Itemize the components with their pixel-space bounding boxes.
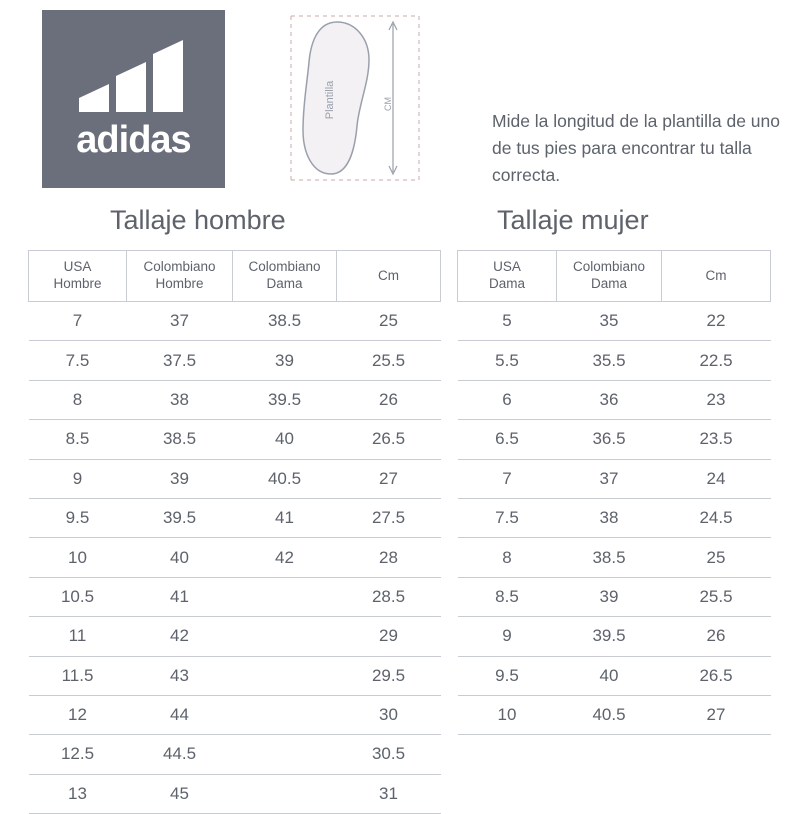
table-cell: 29.5 bbox=[337, 656, 441, 695]
table-cell: 9.5 bbox=[458, 656, 557, 695]
table-row bbox=[29, 774, 441, 813]
table-row bbox=[29, 380, 441, 419]
column-header: Cm bbox=[337, 251, 441, 302]
table-cell: 25 bbox=[662, 538, 771, 577]
table-cell: 26.5 bbox=[337, 420, 441, 459]
column-header: Colombiano Dama bbox=[233, 251, 337, 302]
table-cell: 11.5 bbox=[29, 656, 127, 695]
table-cell: 40 bbox=[557, 656, 662, 695]
table-cell: 10.5 bbox=[29, 577, 127, 616]
table-cell: 7.5 bbox=[29, 341, 127, 380]
table-cell: 42 bbox=[233, 538, 337, 577]
table-cell: 10 bbox=[29, 538, 127, 577]
table-row bbox=[29, 459, 441, 498]
table-cell: 5.5 bbox=[458, 341, 557, 380]
table-cell: 40.5 bbox=[233, 459, 337, 498]
table-cell: 24.5 bbox=[662, 498, 771, 537]
table-cell: 38 bbox=[557, 498, 662, 537]
table-cell: 45 bbox=[127, 774, 233, 813]
table-row bbox=[458, 538, 771, 577]
table-row bbox=[458, 420, 771, 459]
table-cell: 9 bbox=[29, 459, 127, 498]
intro-instructions: Mide la longitud de la plantilla de uno de tus pies para encontrar tu talla correcta. bbox=[492, 111, 780, 186]
table-row bbox=[458, 656, 771, 695]
table-row bbox=[29, 735, 441, 774]
table-cell: 13 bbox=[29, 774, 127, 813]
table-cell: 6 bbox=[458, 380, 557, 419]
table-row bbox=[29, 420, 441, 459]
table-cell: 8 bbox=[29, 380, 127, 419]
table-cell: 7 bbox=[458, 459, 557, 498]
table-cell: 37 bbox=[127, 302, 233, 341]
table-row bbox=[29, 341, 441, 380]
table-cell: 43 bbox=[127, 656, 233, 695]
table-cell: 28 bbox=[337, 538, 441, 577]
column-header: USA Dama bbox=[458, 251, 557, 302]
table-cell: 8 bbox=[458, 538, 557, 577]
table-cell: 26 bbox=[662, 617, 771, 656]
table-row bbox=[458, 617, 771, 656]
table-cell: 23.5 bbox=[662, 420, 771, 459]
table-cell: 41 bbox=[127, 577, 233, 616]
table-cell bbox=[233, 735, 337, 774]
column-header: Cm bbox=[662, 251, 771, 302]
table-cell: 25.5 bbox=[662, 577, 771, 616]
table-row bbox=[458, 498, 771, 537]
table-cell: 38.5 bbox=[127, 420, 233, 459]
measure-label: CM bbox=[383, 97, 393, 111]
table-cell bbox=[233, 577, 337, 616]
table-row bbox=[29, 577, 441, 616]
table-cell: 8.5 bbox=[29, 420, 127, 459]
table-cell: 39.5 bbox=[557, 617, 662, 656]
table-cell: 39.5 bbox=[233, 380, 337, 419]
table-cell: 37.5 bbox=[127, 341, 233, 380]
table-cell: 35 bbox=[557, 302, 662, 341]
table-cell: 5 bbox=[458, 302, 557, 341]
table-cell: 12.5 bbox=[29, 735, 127, 774]
women-table-body bbox=[458, 302, 771, 735]
table-row bbox=[458, 302, 771, 341]
table-cell: 39 bbox=[557, 577, 662, 616]
table-cell: 27 bbox=[337, 459, 441, 498]
table-cell: 29 bbox=[337, 617, 441, 656]
table-cell: 41 bbox=[233, 498, 337, 537]
table-cell: 40.5 bbox=[557, 695, 662, 734]
table-row bbox=[458, 459, 771, 498]
table-cell: 30 bbox=[337, 695, 441, 734]
table-header-row bbox=[458, 251, 771, 302]
table-cell: 23 bbox=[662, 380, 771, 419]
table-row bbox=[29, 498, 441, 537]
insole-label: Plantilla bbox=[324, 80, 336, 120]
table-row bbox=[29, 302, 441, 341]
table-cell: 26 bbox=[337, 380, 441, 419]
table-cell: 39 bbox=[127, 459, 233, 498]
column-header: Colombiano Hombre bbox=[127, 251, 233, 302]
brand-wordmark: adidas bbox=[76, 119, 191, 161]
table-cell: 28.5 bbox=[337, 577, 441, 616]
table-cell: 37 bbox=[557, 459, 662, 498]
table-cell: 40 bbox=[233, 420, 337, 459]
column-header: Colombiano Dama bbox=[557, 251, 662, 302]
header bbox=[0, 0, 800, 195]
table-cell: 39 bbox=[233, 341, 337, 380]
adidas-three-bars-icon bbox=[69, 32, 199, 112]
table-header-row bbox=[29, 251, 441, 302]
women-table-head bbox=[458, 251, 771, 302]
table-cell bbox=[233, 656, 337, 695]
table-cell: 38.5 bbox=[557, 538, 662, 577]
table-cell: 36.5 bbox=[557, 420, 662, 459]
table-cell: 24 bbox=[662, 459, 771, 498]
table-row bbox=[458, 341, 771, 380]
table-cell: 11 bbox=[29, 617, 127, 656]
men-size-table bbox=[28, 250, 441, 814]
women-section-title: Tallaje mujer bbox=[497, 205, 649, 235]
table-cell: 31 bbox=[337, 774, 441, 813]
table-cell: 22 bbox=[662, 302, 771, 341]
insole-measurement-icon bbox=[285, 8, 425, 188]
table-cell: 35.5 bbox=[557, 341, 662, 380]
table-cell bbox=[233, 774, 337, 813]
table-cell: 27.5 bbox=[337, 498, 441, 537]
table-row bbox=[29, 617, 441, 656]
table-cell: 10 bbox=[458, 695, 557, 734]
table-row bbox=[458, 695, 771, 734]
table-cell: 9 bbox=[458, 617, 557, 656]
table-cell: 25 bbox=[337, 302, 441, 341]
table-cell: 44.5 bbox=[127, 735, 233, 774]
table-cell: 40 bbox=[127, 538, 233, 577]
table-cell: 39.5 bbox=[127, 498, 233, 537]
table-cell: 6.5 bbox=[458, 420, 557, 459]
table-row bbox=[458, 577, 771, 616]
table-cell: 42 bbox=[127, 617, 233, 656]
table-cell: 38.5 bbox=[233, 302, 337, 341]
column-header: USA Hombre bbox=[29, 251, 127, 302]
table-cell bbox=[233, 695, 337, 734]
brand-logo-panel bbox=[42, 10, 225, 188]
table-cell: 7.5 bbox=[458, 498, 557, 537]
table-row bbox=[29, 656, 441, 695]
table-cell: 26.5 bbox=[662, 656, 771, 695]
table-cell: 44 bbox=[127, 695, 233, 734]
men-table-head bbox=[29, 251, 441, 302]
table-row bbox=[29, 538, 441, 577]
table-cell: 7 bbox=[29, 302, 127, 341]
men-table-body bbox=[29, 302, 441, 814]
table-cell bbox=[233, 617, 337, 656]
table-cell: 9.5 bbox=[29, 498, 127, 537]
table-row bbox=[29, 695, 441, 734]
table-cell: 8.5 bbox=[458, 577, 557, 616]
men-section-title: Tallaje hombre bbox=[110, 205, 286, 235]
table-cell: 27 bbox=[662, 695, 771, 734]
women-size-table bbox=[457, 250, 771, 735]
table-cell: 25.5 bbox=[337, 341, 441, 380]
table-row bbox=[458, 380, 771, 419]
insole-diagram bbox=[285, 8, 425, 188]
table-cell: 22.5 bbox=[662, 341, 771, 380]
table-cell: 30.5 bbox=[337, 735, 441, 774]
table-cell: 38 bbox=[127, 380, 233, 419]
table-cell: 36 bbox=[557, 380, 662, 419]
table-cell: 12 bbox=[29, 695, 127, 734]
